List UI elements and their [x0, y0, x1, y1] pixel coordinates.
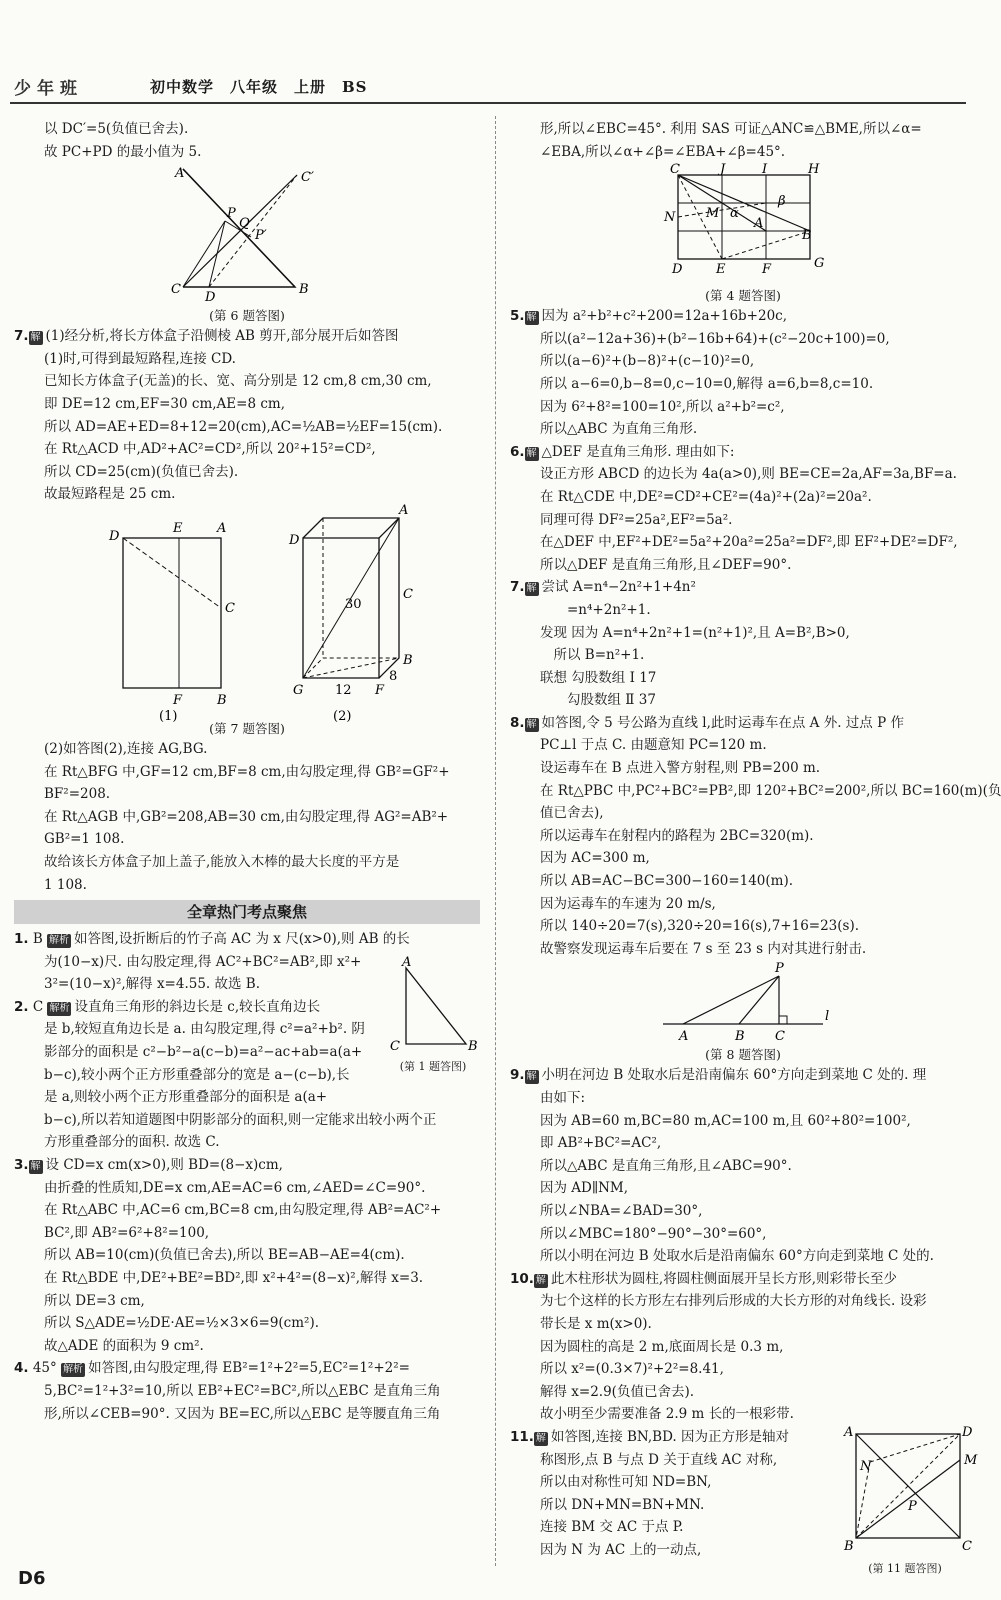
a5-number: 5. — [510, 308, 525, 325]
right-column — [510, 118, 1001, 1575]
svg-text:B: B — [735, 1029, 745, 1045]
svg-text:C: C — [225, 600, 235, 616]
text-line: 设直角三角形的斜边长是 c,较长直角边长 — [74, 998, 321, 1015]
text-line: 由如下: — [540, 1090, 586, 1106]
a11-number: 11. — [510, 1428, 534, 1445]
text-line: =n⁴+2n²+1. — [540, 601, 651, 618]
text-line: b−c),较小两个正方形重叠部分的宽是 a−(c−b),长 — [44, 1066, 350, 1083]
text-line: 所以△DEF 是直角三角形,且∠DEF=90°. — [540, 556, 792, 573]
height-label: 30 — [345, 596, 362, 612]
text-line: 所以 AD=AE+ED=8+12=20(cm),AC=½AB=½EF=15(cm). — [44, 418, 443, 435]
svg-text:A: A — [754, 216, 764, 232]
text-line: 在 Rt△AGB 中,GB²=208,AB=30 cm,由勾股定理,得 AG²=AB²+ — [44, 808, 449, 825]
text-line: 故小明至少需要准备 2.9 m 长的一根彩带. — [540, 1406, 794, 1423]
svg-text:P: P — [227, 206, 236, 222]
section-heading: 全章热门考点聚焦 — [14, 900, 480, 924]
analysis-tag: 解析 — [63, 1364, 84, 1376]
text-line: 所以 AB=10(cm)(负值已舍去),所以 BE=AB−AE=4(cm). — [44, 1247, 405, 1264]
text-line: BF²=208. — [44, 786, 111, 803]
page-header — [0, 70, 996, 110]
text-line: 勾股数组 Ⅱ 37 — [540, 692, 656, 709]
a6-number: 6. — [510, 443, 525, 460]
answer-tag: 解 — [526, 447, 537, 459]
svg-text:A: A — [402, 955, 412, 971]
text-line: △DEF 是直角三角形. 理由如下: — [541, 443, 735, 460]
text-line: 所以△ABC 是直角三角形,且∠ABC=90°. — [540, 1157, 792, 1174]
svg-text:B: B — [802, 228, 812, 244]
text-line: 解得 x=2.9(负值已舍去). — [540, 1383, 695, 1400]
text-line: 故警察发现运毒车后要在 7 s 至 23 s 内对其进行射击. — [540, 940, 867, 957]
a9-number: 9. — [510, 1067, 525, 1084]
text-line: 所以 AB=AC−BC=300−160=140(m). — [540, 873, 794, 890]
text-line: 在 Rt△BFG 中,GF=12 cm,BF=8 cm,由勾股定理,得 GB²=GF²+ — [44, 763, 450, 780]
svg-text:E: E — [173, 520, 183, 536]
text-line: 在 Rt△PBC 中,PC²+BC²=PB²,即 120²+BC²=200²,所以 BC=160(m)(负 — [540, 782, 1001, 799]
figure-8 — [653, 962, 833, 1044]
svg-text:C: C — [403, 586, 413, 602]
text-line: 设运毒车在 B 点进入警方射程,则 PB=200 m. — [540, 760, 821, 777]
svg-text:A: A — [399, 502, 409, 518]
text-line: 在 Rt△CDE 中,DE²=CD²+CE²=(4a)²+(2a)²=20a². — [540, 488, 872, 505]
text-line: ∠EBA,所以∠α+∠β=∠EBA+∠β=45°. — [540, 143, 786, 160]
answer-tag: 解 — [526, 1071, 537, 1083]
a2-answer: C — [32, 998, 44, 1015]
svg-text:C: C — [390, 1039, 400, 1055]
a7-number: 7. — [510, 579, 525, 596]
svg-text:B: B — [217, 692, 227, 708]
text-line: 所以 x²=(0.3×7)²+2²=8.41, — [540, 1361, 724, 1378]
a10-number: 10. — [510, 1270, 534, 1287]
text-line: 1 108. — [44, 876, 87, 893]
svg-text:B: B — [403, 652, 413, 668]
text-line: 为(10−x)尺. 由勾股定理,得 AC²+BC²=AB²,即 x²+ — [44, 953, 362, 970]
a1-number: 1. — [14, 931, 29, 948]
text-line: 值已舍去), — [540, 805, 604, 822]
text-line: 发现 因为 A=n⁴+2n²+1=(n²+1)²,且 A=B²,B>0, — [540, 624, 850, 641]
text-line: 即 DE=12 cm,EF=30 cm,AE=8 cm, — [44, 395, 286, 412]
a3-number: 3. — [14, 1157, 29, 1174]
text-line: 故最短路程是 25 cm. — [44, 486, 176, 503]
figure-7 — [87, 502, 413, 724]
text-line: 所以 DE=3 cm, — [44, 1292, 145, 1309]
text-line: 所以∠NBA=∠BAD=30°, — [540, 1202, 703, 1219]
a8-number: 8. — [510, 714, 525, 731]
subfigure-1-label: (1) — [159, 708, 178, 724]
text-line: 因为运毒车的车速为 20 m/s, — [540, 895, 716, 912]
text-line: 是 b,较短直角边长是 a. 由勾股定理,得 c²=a²+b². 阴 — [44, 1021, 365, 1038]
text-line: 所以∠MBC=180°−90°−30°=60°, — [540, 1225, 767, 1242]
figure-11 — [840, 1424, 978, 1576]
text-line: 所以 S△ADE=½DE·AE=½×3×6=9(cm²). — [44, 1315, 320, 1332]
svg-text:P: P — [908, 1498, 917, 1514]
text-line: PC⊥l 于点 C. 由题意知 PC=120 m. — [540, 737, 767, 754]
header-rule — [10, 102, 966, 104]
text-line: 在△DEF 中,EF²+DE²=5a²+20a²=25a²=DF²,即 EF²+DE²=DF², — [540, 534, 958, 551]
left-column — [14, 118, 480, 1425]
svg-text:B: B — [844, 1538, 854, 1554]
svg-text:N: N — [664, 210, 676, 226]
text-line: 已知长方体盒子(无盖)的长、宽、高分别是 12 cm,8 cm,30 cm, — [44, 373, 432, 390]
a1-answer: B — [32, 931, 43, 948]
a2-number: 2. — [14, 998, 29, 1015]
svg-text:A: A — [844, 1424, 854, 1440]
svg-text:F: F — [762, 262, 772, 278]
text-line: 如答图,设折断后的竹子高 AC 为 x 尺(x>0),则 AB 的长 — [74, 931, 410, 948]
svg-text:H: H — [808, 162, 820, 178]
svg-text:G: G — [814, 256, 825, 272]
svg-text:B: B — [468, 1039, 478, 1055]
text-line: 因为 6²+8²=100=10²,所以 a²+b²=c², — [540, 398, 785, 415]
svg-text:C: C — [670, 162, 680, 178]
text-line: 如答图,连接 BN,BD. 因为正方形是轴对 — [550, 1428, 790, 1445]
analysis-tag: 解析 — [49, 1002, 70, 1014]
text-line: 为七个这样的长方形左右排列后形成的大长方形的对角线长. 设彩 — [540, 1293, 927, 1310]
svg-text:C: C — [775, 1029, 785, 1045]
text-line: 联想 勾股数组 Ⅰ 17 — [540, 669, 657, 686]
svg-text:F: F — [173, 692, 183, 708]
page-number: D6 — [18, 1568, 46, 1589]
svg-text:D: D — [672, 262, 683, 278]
svg-text:A: A — [175, 166, 185, 182]
text-line: 形,所以∠EBC=45°. 利用 SAS 可证△ANC≌△BME,所以∠α= — [540, 121, 922, 137]
analysis-tag: 解析 — [49, 935, 70, 947]
text-line: 形,所以∠CEB=90°. 又因为 BE=EC,所以△EBC 是等腰直角三角 — [44, 1405, 441, 1422]
text-line: 所以(a²−12a+36)+(b²−16b+64)+(c²−20c+100)=0, — [540, 330, 890, 347]
text-line: 设正方形 ABCD 的边长为 4a(a>0),则 BE=CE=2a,AF=3a,BF=a. — [540, 466, 957, 483]
figure-4 — [658, 162, 828, 285]
text-line: 因为 AC=300 m, — [540, 850, 650, 867]
svg-text:D: D — [962, 1424, 973, 1440]
text-line: 因为圆柱的高是 2 m,底面周长是 0.3 m, — [540, 1338, 784, 1355]
text-line: 所以 140÷20=7(s),320÷20=16(s),7+16=23(s). — [540, 918, 860, 935]
answer-tag: 解 — [526, 312, 537, 324]
text-line: 所以(a−6)²+(b−8)²+(c−10)²=0, — [540, 353, 755, 370]
text-line: (1)时,可得到最短路程,连接 CD. — [44, 350, 236, 367]
svg-text:D: D — [205, 290, 216, 306]
svg-text:P′: P′ — [255, 228, 267, 244]
text-line: 所以 B=n²+1. — [540, 647, 645, 664]
a4-number: 4. — [14, 1360, 29, 1377]
text-line: 所以 CD=25(cm)(负值已舍去). — [44, 463, 239, 480]
figure-4-caption: (第 4 题答图) — [705, 288, 781, 304]
text-line: 影部分的面积是 c²−b²−a(c−b)=a²−ac+ab=a(a+ — [44, 1044, 363, 1061]
figure-7-caption: (第 7 题答图) — [209, 720, 285, 736]
answer-tag: 解 — [30, 332, 41, 344]
text-line: 方形重叠部分的面积. 故选 C. — [44, 1134, 220, 1151]
answer-tag: 解 — [535, 1432, 546, 1444]
svg-text:β: β — [778, 194, 786, 210]
text-line: 故 PC+PD 的最小值为 5. — [44, 143, 202, 160]
svg-text:D: D — [109, 528, 120, 544]
text-line: 故给该长方体盒子加上盖子,能放入木棒的最大长度的平方是 — [44, 853, 400, 870]
answer-tag: 解 — [535, 1274, 546, 1286]
figure-6-caption: (第 6 题答图) — [209, 308, 285, 324]
text-line: (2)如答图(2),连接 AG,BG. — [44, 740, 208, 757]
answer-tag: 解 — [526, 718, 537, 730]
text-line: 连接 BM 交 AC 于点 P. — [540, 1519, 684, 1536]
svg-text:J: J — [720, 162, 726, 178]
text-line: 如答图,令 5 号公路为直线 l,此时运毒车在点 A 外. 过点 P 作 — [541, 714, 904, 731]
svg-text:C′: C′ — [301, 170, 314, 186]
text-line: 所以 a−6=0,b−8=0,c−10=0,解得 a=6,b=8,c=10. — [540, 375, 874, 392]
svg-text:G: G — [293, 682, 304, 698]
svg-text:P: P — [775, 961, 784, 977]
svg-text:M: M — [706, 206, 720, 222]
svg-text:F: F — [375, 682, 385, 698]
svg-text:M: M — [964, 1452, 978, 1468]
svg-text:I: I — [762, 162, 768, 178]
figure-1 — [386, 955, 480, 1074]
text-line: 在 Rt△BDE 中,DE²+BE²=BD²,即 x²+4²=(8−x)²,解得 x=3. — [44, 1270, 424, 1286]
svg-text:Q: Q — [239, 216, 250, 232]
text-line: 5,BC²=1²+3²=10,所以 EB²+EC²=BC²,所以△EBC 是直角三角 — [44, 1382, 441, 1399]
svg-text:C: C — [962, 1538, 972, 1554]
text-line: 小明在河边 B 处取水后是沿南偏东 60°方向走到菜地 C 处的. 理 — [541, 1067, 927, 1084]
text-line: (1)经分析,将长方体盒子沿侧棱 AB 剪开,部分展开后如答图 — [45, 328, 399, 345]
text-line: 同理可得 DF²=25a²,EF²=5a². — [540, 511, 733, 528]
figure-6 — [167, 165, 327, 305]
text-line: 因为 N 为 AC 上的一动点, — [540, 1541, 702, 1558]
svg-text:E: E — [716, 262, 726, 278]
svg-text:A: A — [679, 1029, 689, 1045]
svg-text:A: A — [217, 520, 227, 536]
width-label: 8 — [389, 668, 398, 684]
text-line: 所以由对称性可知 ND=BN, — [540, 1474, 712, 1491]
text-line: 所以小明在河边 B 处取水后是沿南偏东 60°方向走到菜地 C 处的. — [540, 1248, 934, 1265]
text-line: GB²=1 108. — [44, 831, 125, 848]
svg-text:D: D — [289, 532, 300, 548]
text-line: 所以 DN+MN=BN+MN. — [540, 1496, 705, 1513]
text-line: BC²,即 AB²=6²+8²=100, — [44, 1224, 210, 1241]
text-line: 以 DC′=5(负值已舍去). — [44, 121, 189, 137]
text-line: 设 CD=x cm(x>0),则 BD=(8−x)cm, — [45, 1157, 283, 1174]
text-line: 3²=(10−x)²,解得 x=4.55. 故选 B. — [44, 976, 261, 993]
length-label: 12 — [335, 682, 352, 698]
text-line: 因为 a²+b²+c²+200=12a+16b+20c, — [541, 308, 788, 325]
svg-text:α: α — [730, 206, 739, 222]
column-divider — [495, 116, 496, 1566]
answer-tag: 解 — [30, 1161, 41, 1173]
q7-number: 7. — [14, 328, 29, 345]
figure-8-caption: (第 8 题答图) — [705, 1047, 781, 1063]
text-line: 此木柱形状为圆柱,将圆柱侧面展开呈长方形,则彩带长至少 — [550, 1270, 898, 1287]
text-line: 在 Rt△ACD 中,AD²+AC²=CD²,所以 20²+15²=CD², — [44, 441, 376, 458]
text-line: 是 a,则较小两个正方形重叠部分的面积是 a(a+ — [44, 1089, 328, 1106]
a4-answer: 45° — [32, 1360, 57, 1377]
text-line: 因为 AB=60 m,BC=80 m,AC=100 m,且 60²+80²=100², — [540, 1112, 911, 1129]
text-line: 尝试 A=n⁴−2n²+1+4n² — [541, 579, 696, 596]
answer-tag: 解 — [526, 583, 537, 595]
text-line: 故△ADE 的面积为 9 cm². — [44, 1337, 204, 1354]
text-line: 带长是 x m(x>0). — [540, 1315, 652, 1332]
text-line: 由折叠的性质知,DE=x cm,AE=AC=6 cm,∠AED=∠C=90°. — [44, 1179, 426, 1196]
figure-11-caption: (第 11 题答图) — [868, 1561, 942, 1575]
text-line: 所以运毒车在射程内的路程为 2BC=320(m). — [540, 827, 814, 844]
text-line: 所以△ABC 为直角三角形. — [540, 421, 698, 438]
svg-text:N: N — [860, 1458, 872, 1474]
figure-1-caption: (第 1 题答图) — [399, 1060, 467, 1074]
svg-text:B: B — [299, 282, 309, 298]
text-line: 即 AB²+BC²=AC², — [540, 1135, 662, 1152]
subfigure-2-label: (2) — [333, 708, 352, 724]
text-line: b−c),所以若知道题图中阴影部分的面积,则一定能求出较小两个正 — [44, 1111, 437, 1128]
svg-text:l: l — [825, 1009, 830, 1025]
book-title: 初中数学 八年级 上册 BS — [150, 78, 368, 96]
brand-logo: 少年班 — [14, 79, 83, 99]
text-line: 如答图,由勾股定理,得 EB²=1²+2²=5,EC²=1²+2²= — [88, 1360, 410, 1377]
svg-text:C: C — [171, 282, 181, 298]
text-line: 称图形,点 B 与点 D 关于直线 AC 对称, — [540, 1451, 778, 1468]
text-line: 在 Rt△ABC 中,AC=6 cm,BC=8 cm,由勾股定理,得 AB²=AC²+ — [44, 1202, 442, 1219]
text-line: 因为 AD∥NM, — [540, 1180, 629, 1197]
